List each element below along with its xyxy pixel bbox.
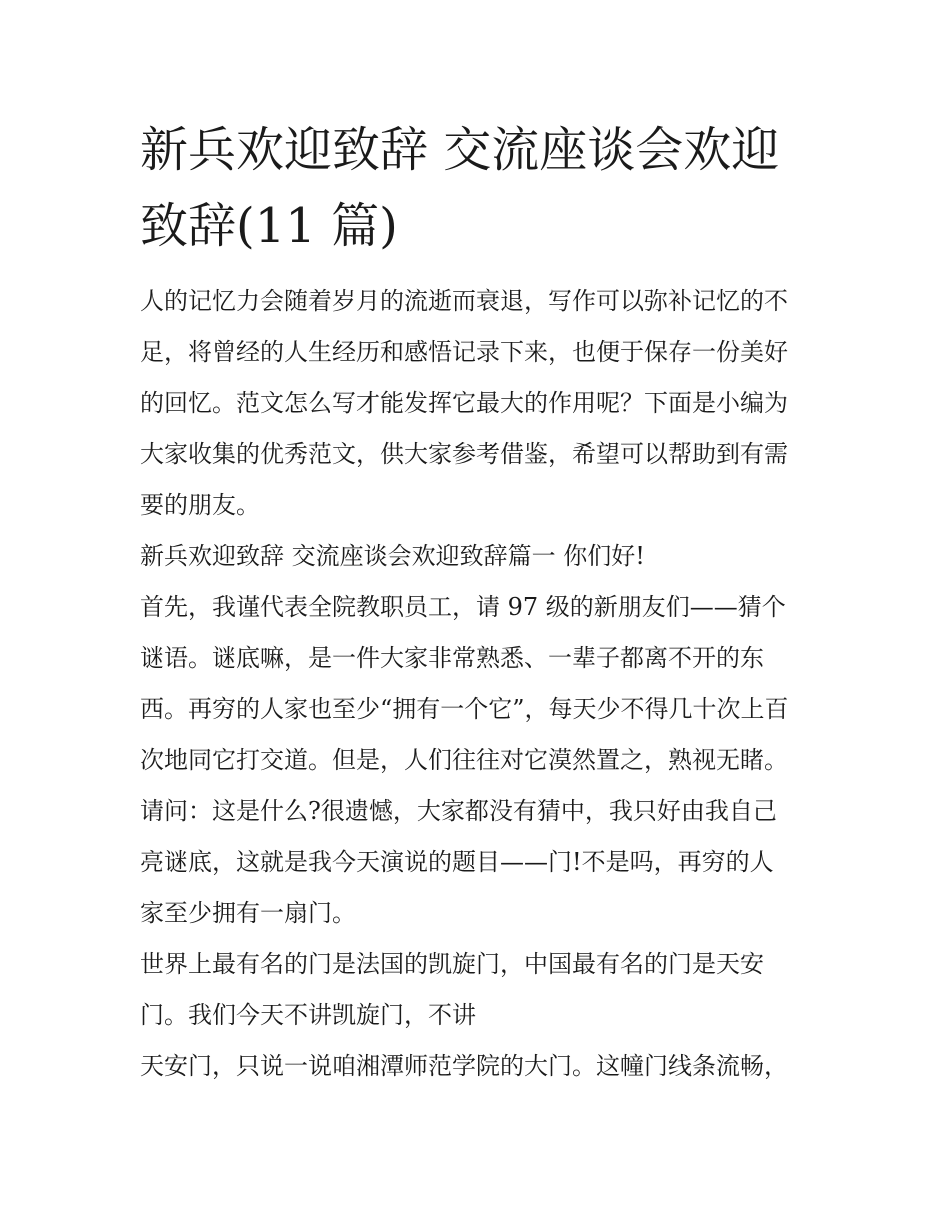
paragraph-school-gate: [140, 1041, 820, 1092]
text-line: 亮谜底，这就是我今天演说的题目——门!不是吗，再穷的人: [140, 848, 774, 876]
text-line: 天安门，只说一说咱湘潭师范学院的大门。这幢门线条流畅，: [140, 1052, 788, 1080]
title-line-2: 致辞(11 篇): [140, 198, 398, 254]
text-line: 门。我们今天不讲凯旋门，不讲: [140, 1001, 476, 1029]
document-title: [140, 112, 820, 264]
text-line: 西。再穷的人家也至少“拥有一个它”，每天少不得几十次上百: [140, 695, 789, 723]
title-line-1: 新兵欢迎致辞 交流座谈会欢迎: [140, 122, 780, 178]
text-line: 新兵欢迎致辞 交流座谈会欢迎致辞篇一 你们好!: [140, 542, 645, 570]
text-line: 请问：这是什么?很遗憾，大家都没有猜中，我只好由我自己: [140, 797, 777, 825]
text-line: 人的记忆力会随着岁月的流逝而衰退，写作可以弥补记忆的不: [140, 287, 788, 315]
text-line: 次地同它打交道。但是，人们往往对它漠然置之，熟视无睹。: [140, 746, 788, 774]
text-line: 的回忆。范文怎么写才能发挥它最大的作用呢？下面是小编为: [140, 389, 788, 417]
paragraph-riddle: [140, 582, 820, 939]
paragraph-intro: [140, 276, 820, 531]
text-line: 大家收集的优秀范文，供大家参考借鉴，希望可以帮助到有需: [140, 440, 788, 468]
text-line: 足，将曾经的人生经历和感悟记录下来，也便于保存一份美好: [140, 338, 788, 366]
text-line: 要的朋友。: [140, 491, 260, 519]
paragraph-section-heading: [140, 531, 820, 582]
text-line: 谜语。谜底嘛，是一件大家非常熟悉、一辈子都离不开的东: [140, 644, 764, 672]
text-line: 世界上最有名的门是法国的凯旋门，中国最有名的门是天安: [140, 950, 764, 978]
document-body: [140, 276, 820, 1092]
text-line: 家至少拥有一扇门。: [140, 899, 356, 927]
paragraph-famous-gates: [140, 939, 820, 1041]
text-line: 首先，我谨代表全院教职员工，请 97 级的新朋友们——猜个: [140, 593, 786, 621]
